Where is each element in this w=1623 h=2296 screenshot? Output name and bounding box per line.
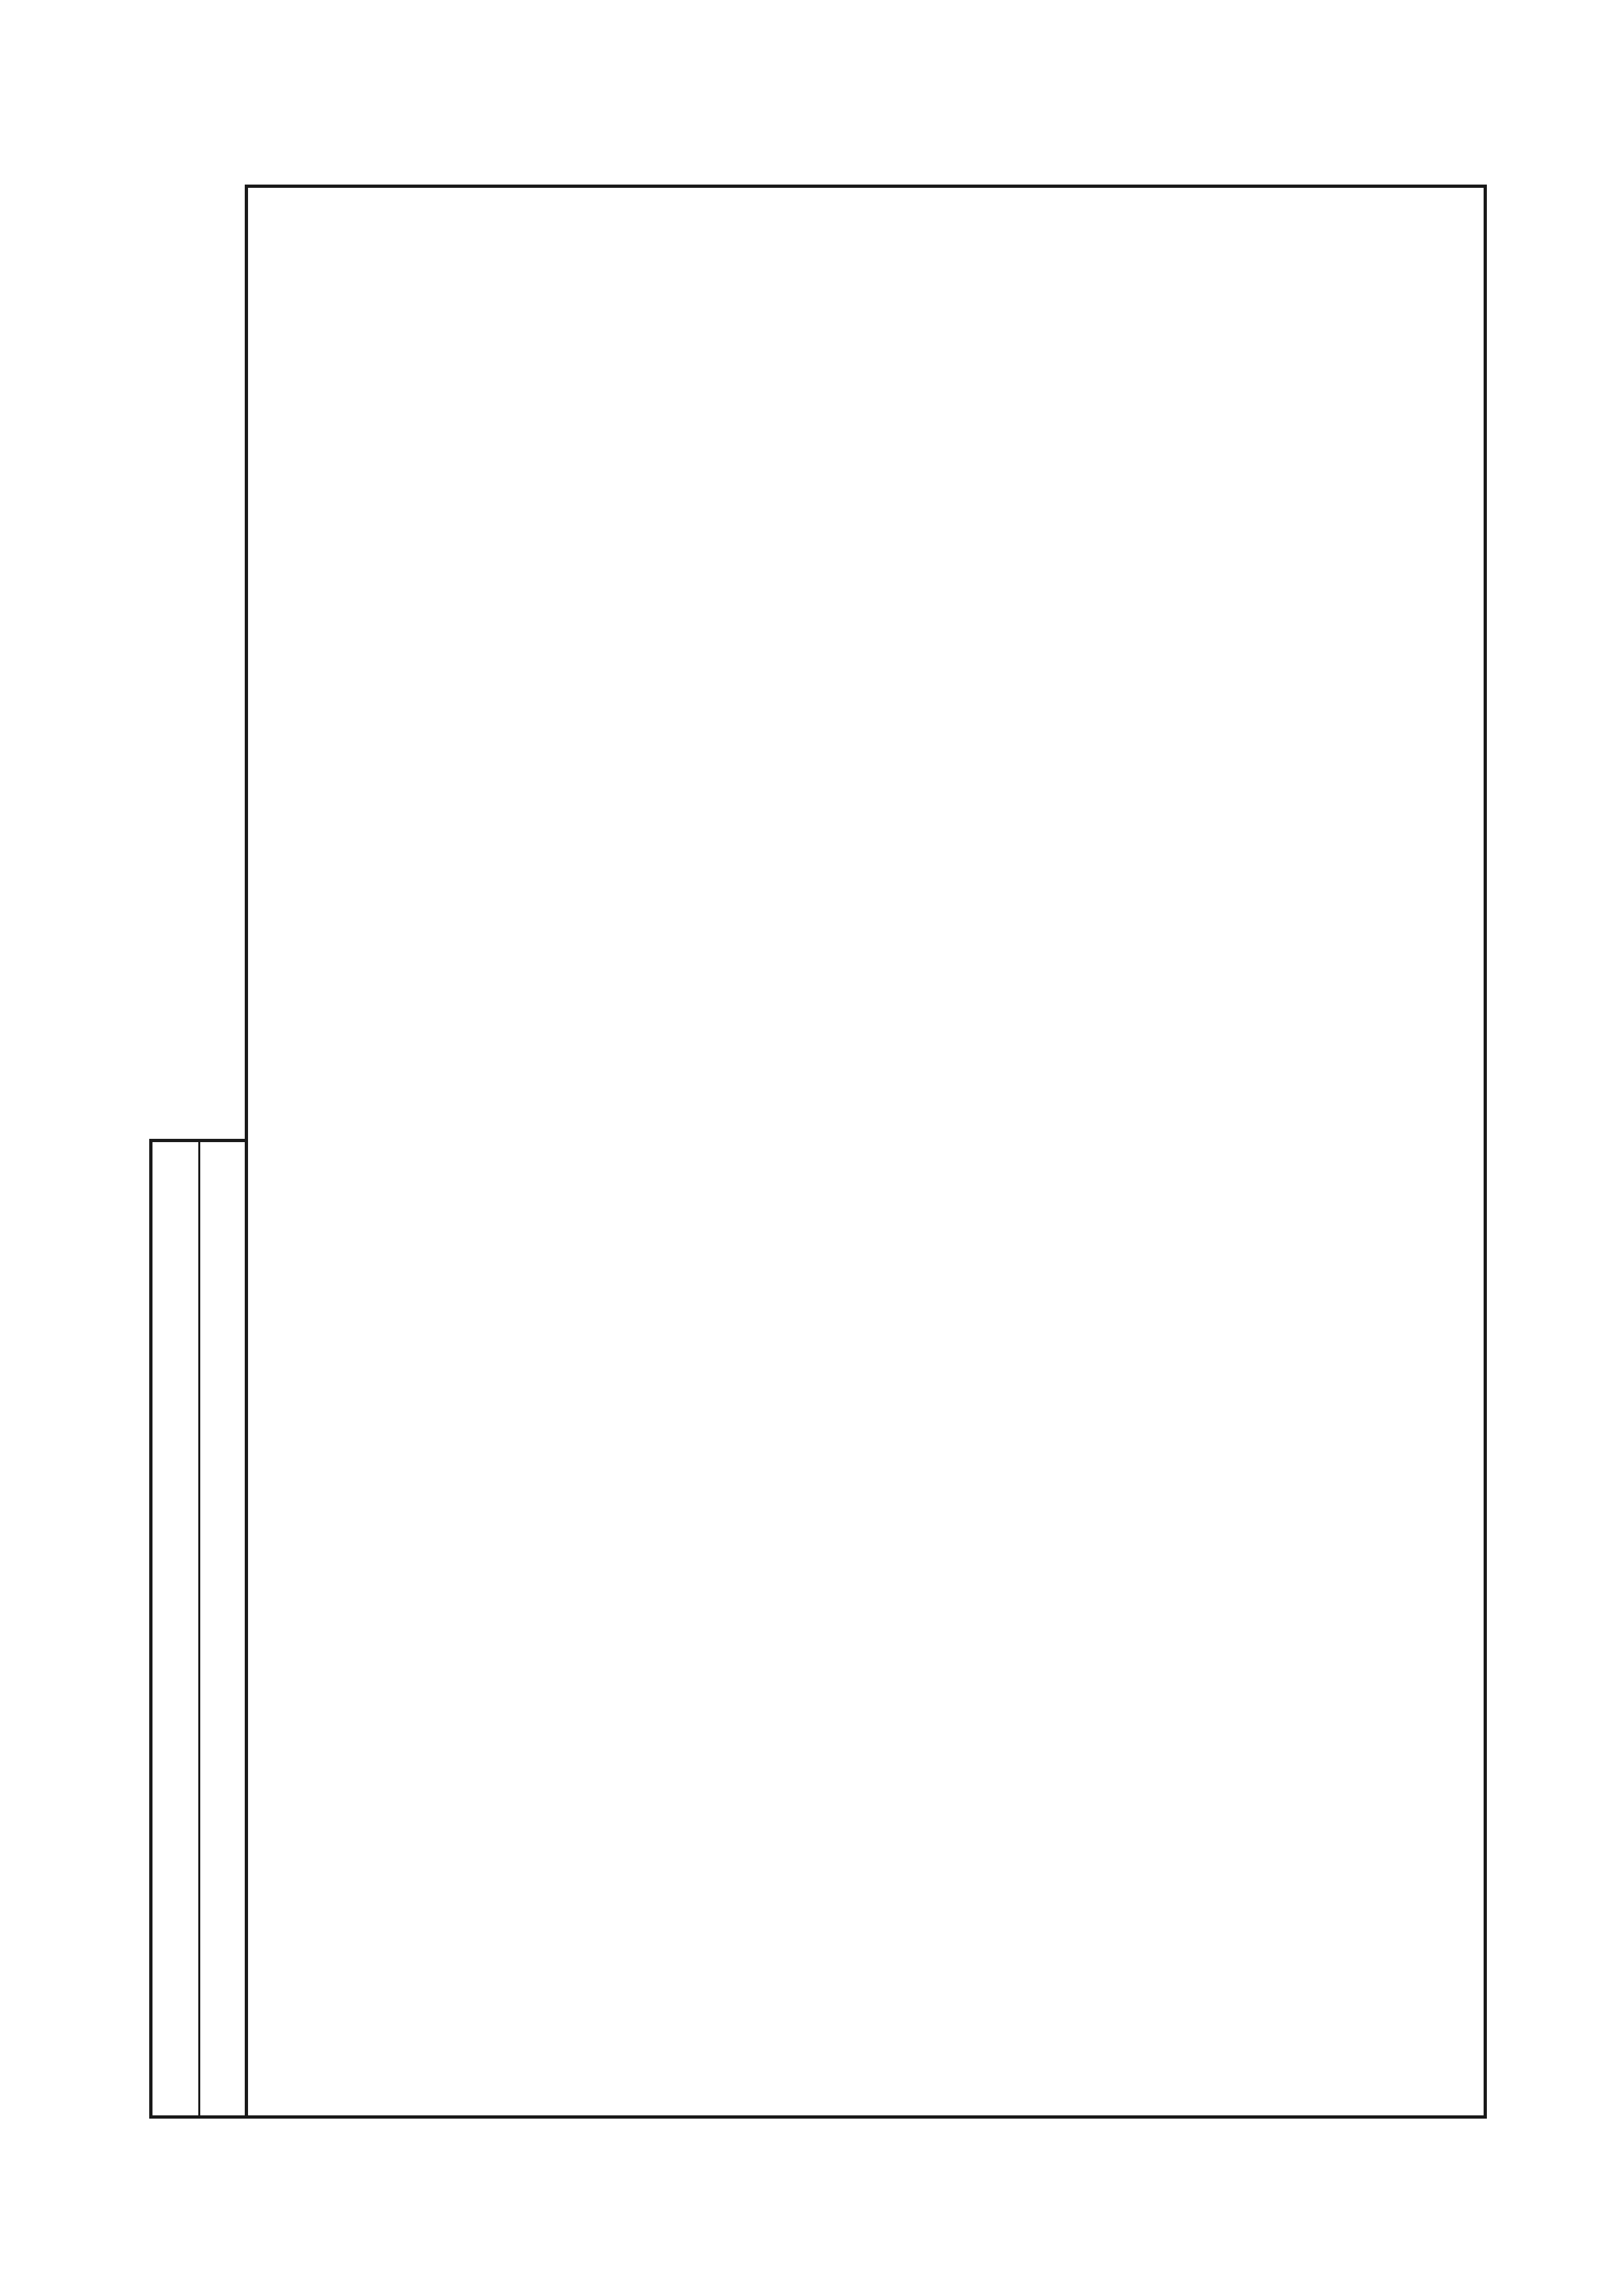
stamp-divider bbox=[198, 1142, 200, 2115]
page-frame bbox=[245, 185, 1487, 2119]
stamp-column bbox=[149, 1139, 245, 2119]
